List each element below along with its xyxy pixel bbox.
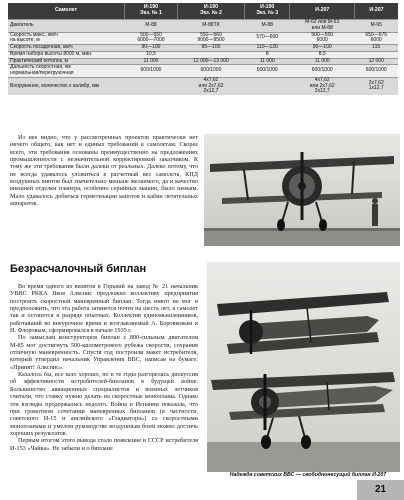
table-header-cell: И-190 Экз. № 1 [125, 3, 178, 20]
table-value-cell: 10,5 [125, 51, 178, 58]
table-row [8, 32, 398, 45]
table-param-cell: Практический потолок, м [8, 58, 125, 65]
table-header-row [8, 3, 398, 20]
page-number: 21 [357, 480, 404, 500]
paragraph: Во время одного из визитов в Горький на завод № 21 начальник УВВС РККА Яков Алкснис предложил коллективу предприятия построить скоростной маневренный биплан. Тогда никто не мог и предположить, что эта работа затянется почти на шесть лет, а самолет так и останется в разряде опытных. Коллектив единомышленников, работавший во внеурочное время и возглавляемый А. Боровковым и И. Флоровым, сформировался в начале 1935 г. [10, 283, 198, 335]
table-header-cell: И-190 Экз. № 2 [177, 3, 244, 20]
table-param-cell: Скорость посадочная, км/ч [8, 45, 125, 52]
paragraph: По замыслам конструкторов биплан с 800-сильным двигателем М-85 мог достигнуть 500-километрового рубежа скорости, сохранив отличную маневренность. Спустя год построили макет истребителя, который утвердил начальник Управления ВВС, написав на бумаге: «Принят! Алкснис». [10, 334, 198, 371]
table-value-cell [177, 51, 244, 58]
table-value-cell: 570—600 [244, 32, 289, 45]
table-row [8, 77, 398, 95]
biplane-three-quarter-photo [207, 262, 400, 472]
table-value-cell: 90—100 [290, 45, 354, 52]
table-param-cell: Время набора высоты 8000 м, мин. [8, 51, 125, 58]
table-value-cell: 115 [354, 45, 398, 52]
paragraph: Казалось бы, все шло хорошо, но в те годы разгорелась дискуссия об эффективности истребителей-бипланов в будущей войне. Большинство авиационных специалистов и военных летчиков считали, что ставку нужно делать на скоростные монопланы. Однако эти взгляды продержались недолго. Война в Испании показала, что при грамотном сочетании маневренных бипланов (в частности, советского И-15 и английского «Гладиатора») со скоростными монопланами и умелом руководстве воздушным боем можно достичь хороших результатов. [10, 371, 198, 437]
biplane-front-view-photo [204, 134, 400, 246]
table-value-cell: 11 000 [125, 58, 178, 65]
table-value-cell: 11 000 [244, 58, 289, 65]
table-header-cell: Самолет [8, 3, 125, 20]
table-value-cell: 110—120 [244, 45, 289, 52]
table-value-cell [244, 77, 289, 95]
table-value-cell: 4х7,62 или 2х7,62 2х12,7 [177, 77, 244, 95]
table-header-cell: И-207 [290, 3, 354, 20]
table-param-cell: Вооружение, количество х калибр, мм [8, 77, 125, 95]
table-value-cell: 650—675 6000 [354, 32, 398, 45]
table-value-cell: 500—550 6000 [290, 32, 354, 45]
table-param-cell: Дальность скоростная, км нормальная/перегрузочная [8, 65, 125, 78]
table-value-cell: 95—100 [177, 45, 244, 52]
table-value-cell: 500—550 6000—7000 [125, 32, 178, 45]
table-value-cell: 600/1000 [125, 65, 178, 78]
table-value-cell: 550—560 9000—9500 [177, 32, 244, 45]
table-value-cell: М-62 или М-63 или М-88 [290, 20, 354, 33]
table-value-cell: 11 000 [290, 58, 354, 65]
table-value-cell: 12 000 [354, 58, 398, 65]
table-row [8, 65, 398, 78]
table-header-cell: И-207 [354, 3, 398, 20]
text-column-bottom [10, 283, 198, 452]
table-value-cell [125, 77, 178, 95]
table-value-cell: 90—100 [125, 45, 178, 52]
paragraph: Из нее видно, что у рассмотренных проектов практически нет ничего общего, как нет и единых требований к самолетам. Скорее всего, эти требования основаны преимущественно на предложениях промышленности с незначительной корректировкой заказчиком. К тому же эти требования были далеки от реальных. Далеко потому, что не всегда удавалось уложиться в расчетный вес самолета, КПД воздушных винтов был значительно меньше желаемого, да и качество внешней отделки планера, особенно серийных машин, было низким. Мало удавалось добиться герметизации капотов и кабин летательных аппаратов. [10, 134, 198, 208]
table-row [8, 20, 398, 33]
photo-caption: Надежда советских ВВС — свободнонесущий биплан И-207 [229, 472, 387, 478]
table-value-cell: 4х7,62 или 2х7,62 2х12,7 [290, 77, 354, 95]
text-column-top [10, 134, 198, 207]
paragraph: Первым итогом этого вывода стало появление в СССР истребителя И-153 «Чайка». Не забыли и о биплане [10, 437, 198, 452]
table-value-cell: 600/1000 [244, 65, 289, 78]
table-value-cell [354, 51, 398, 58]
table-row [8, 51, 398, 58]
table-value-cell: М-88 [125, 20, 178, 33]
table-value-cell: М-88ТК [177, 20, 244, 33]
table-value-cell: 600/1000 [177, 65, 244, 78]
section-title: Безрасчалочный биплан [10, 263, 147, 275]
table-header-cell: И-190 Экз. № 3 [244, 3, 289, 20]
table-value-cell: 12 000—13 000 [177, 58, 244, 65]
specifications-table [8, 3, 398, 95]
table-value-cell: 600/1000 [290, 65, 354, 78]
table-param-cell: Двигатель [8, 20, 125, 33]
table-value-cell: 8,5 [290, 51, 354, 58]
table-value-cell: М-88 [244, 20, 289, 33]
table-value-cell: М-65 [354, 20, 398, 33]
table-value-cell: 600/1000 [354, 65, 398, 78]
table-param-cell: Скорость макс., км/ч на высоте, м [8, 32, 125, 45]
table-value-cell: 2х7,62 1х12,7 [354, 77, 398, 95]
table-value-cell: 8 [244, 51, 289, 58]
